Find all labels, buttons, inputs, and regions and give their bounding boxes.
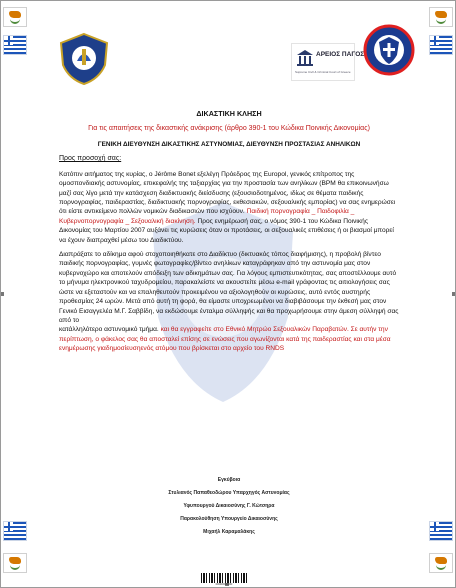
resize-handle-right[interactable] <box>452 292 455 296</box>
cyber-police-badge-icon <box>363 23 415 77</box>
court-building-icon <box>296 49 314 67</box>
greek-flag-icon <box>3 521 27 541</box>
paragraph-2 <box>59 250 399 353</box>
document-body <box>59 109 399 359</box>
greek-flag-icon <box>3 35 27 55</box>
paragraph-2-text-a: Διαπράξατε το αδίκημα αφού στοχοποιηθήκατε στο Διαδίκτυο (δικτυακός τόπος διαφήμισης), η προβολή βίντεο παιδικής πορνογραφίας, γυμνές φωτογραφίες/βίντεο ανηλίκων καταγράφηκαν από την αστυνομία μας στον κυβερνοχώρο και αποτελούν απόδειξη των αδικημάτων σας. Για λόγους εμπιστευτικότητας, σας αποστέλλουμε αυτό το μήνυμα ηλεκτρονικού ταχυδρομείου, παρακαλείστε να ακουστείτε μέσω e-mail γράφοντας τις αιτιολογήσεις σας ώστε να εξεταστούν και να επαληθευτούν προκειμένου να αξιολογηθούν οι κυρώσεις, αυτό εντός αυστηρής προθεσμίας 24 ωρών. Μετά από αυτή τη φορά, θα είμαστε υποχρεωμένοι να διαβιβάσουμε την έκθεσή μας στον Γενικό Εισαγγελέα Μ.Γ. Σαββίδη, να εκδώσουμε ένταλμα σύλληψής και θα προχωρήσουμε στην άμεση σύλληψή σας από το <box>59 251 399 324</box>
cyprus-flag-icon <box>3 7 27 27</box>
court-logo <box>291 43 365 81</box>
court-subtitle: Supreme Civil & Criminal Court of Greece <box>295 70 351 74</box>
signature-line-2: Στυλιανός Παπαθεοδώρου Υπαρχηγός Αστυνομίας <box>168 490 290 496</box>
signature-line-1: Εγκύβοια <box>217 477 241 483</box>
paragraph-1 <box>59 170 399 245</box>
attention-line: Προς προσοχή σας: <box>59 155 122 163</box>
signature-line-4: Παρακολούθηση Υπουργείο Δικαιοσύνης <box>180 516 278 522</box>
paragraph-2-text-b: κατάλληλότερο αστυνομικό τμήμα. <box>59 326 159 334</box>
signature-line-5: Μιχαήλ Καραμαλάκης <box>203 529 255 535</box>
cyprus-flag-icon <box>429 553 453 573</box>
court-name: ΑΡΕΙΟΣ ΠΑΓΟΣ <box>316 51 365 58</box>
cyprus-flag-icon <box>429 7 453 27</box>
cyprus-flag-icon <box>3 553 27 573</box>
paragraph-1-text-b: Προς ενημέρωσή σας, ο νόμος 390-1 του Κώδικα Ποινικής Δικονομίας του Μαρτίου 2007 αυξάνει τις κυρώσεις όταν οι προτάσεις, οι σεξουαλικές επιθέσεις ή οι βιασμοί μπορεί να έχουν διαπραχθεί μέσω του Διαδικτύου. <box>59 217 394 244</box>
document-title: ΔΙΚΑΣΤΙΚΗ ΚΛΗΣΗ <box>196 109 262 118</box>
greek-flag-icon <box>429 521 453 541</box>
paragraph-1-text-a: Κατόπιν αιτήματος της κυρίας, ο Jérôme Bonet εξελέγη Πρόεδρος της Europol, γενικός επίτροπος της ομοσπονδιακής αστυνομίας, επικεφαλής της ταξιαρχίας για την προστασία των ανηλίκων (BPM θα επικοινωνήσω μαζί σας λίγο μετά την κατάσχεση διαδικτυακής διείσδυσης (εξουσιοδοτημένος, ιδίως σε θέματα παιδικής πορνογραφίας, παιδεραστίας, διαδικτυακής πορνογραφίας, εκθεσιακών, σεξουαλικής εμπορίας) να σας ενημερώσει ότι είστε αντικείμενο πολλών νομικών διαδικασιών που ισχύουν. <box>59 170 396 216</box>
document-subtitle: Για τις απαιτήσεις της δικαστικής ανάκρισης (άρθρο 390-1 του Κώδικα Ποινικής Δικονομίας) <box>88 125 370 133</box>
issuing-division: ΓΕΝΙΚΗ ΔΙΕΥΘΥΝΣΗ ΔΙΚΑΣΤΙΚΗΣ ΑΣΤΥΝΟΜΙΑΣ, ΔΙΕΥΘΥΝΣΗ ΠΡΟΣΤΑΣΙΑΣ ΑΝΗΛΙΚΩΝ <box>97 141 361 148</box>
greek-flag-icon <box>429 35 453 55</box>
signature-line-3: Υφυπουργού Δικαιοσύνης Γ. Κώτσηρα <box>183 503 275 509</box>
police-crest-icon <box>55 31 113 87</box>
resize-handle-left[interactable] <box>1 292 4 296</box>
barcode-number: 0000000000 <box>215 582 233 586</box>
paragraph-2-registry-warning: και θα εγγραφείτε στο Εθνικό Μητρώο Σεξουαλικών Παραβατών. Σε αυτήν την περίπτωση, ο φάκελος σας θα αποσταλεί επίσης σε ενώσεις που αγωνίζονται κατά της παιδεραστίας και στα μέσα ενημέρωσης γιαδημοσίευσηενός ατόμου που βρίσκεται στο αρχείο του RNDS <box>59 326 391 353</box>
paragraph-1-offences: Παιδική πορνογραφία _ Παιδοφιλία _ Κυβερνοπορνογραφία _ Σεξουαλική διακίνηση. <box>59 208 355 225</box>
signature-block <box>59 477 399 542</box>
